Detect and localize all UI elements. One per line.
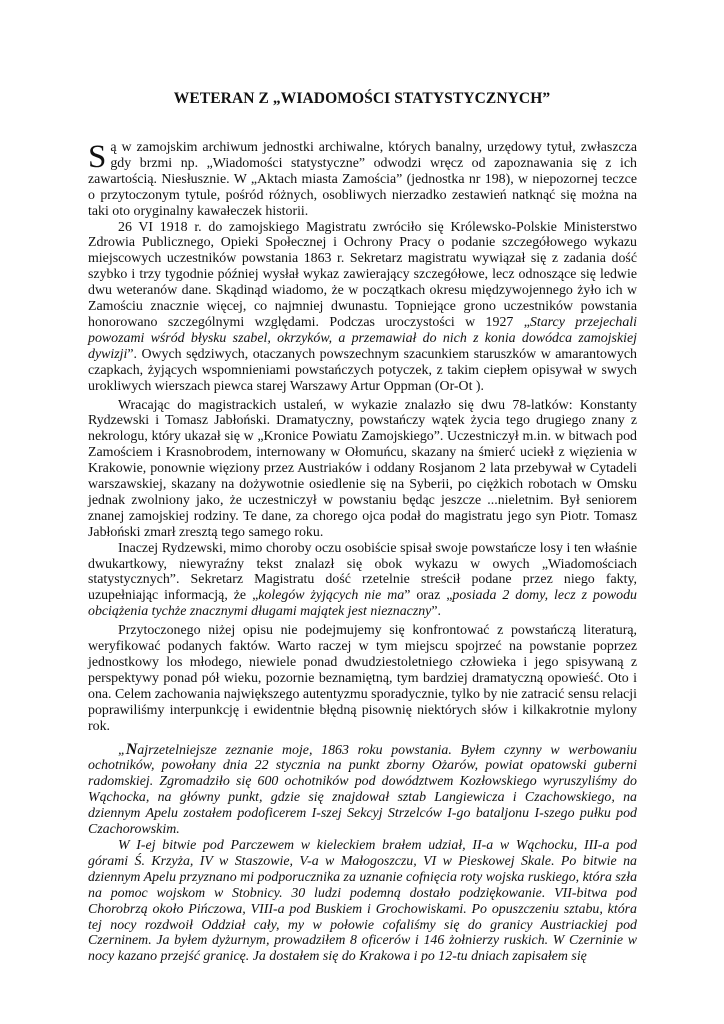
paragraph-4-quote-2: posiada 2 domy, lecz z powodu obciążenia tychże znacznymi długami majątek jest nieznaczny bbox=[88, 588, 637, 620]
testimony-paragraph-1-text: ajrzetelniejsze zeznanie moje, 1863 roku powstania. Byłem czynny w werbowaniu ochotników, powołany dnia 22 stycznia na punkt zborny Ożarów, powiat opatowski guberni radomskiej. Zgromadziło się 600 ochotników pod dowództwem Kozłowskiego wyruszyliśmy do Wąchocka, na główny punkt, gdzie się znajdował sztab Langiewicza i Czachowskiego, na dziennym Apelu zostałem podoficerem I-szej Sekcyj Strzelców I-go bataljonu I-szego pułku pod Czachorowskim. bbox=[88, 742, 637, 838]
paragraph-3: Wracając do magistrackich ustaleń, w wykazie znalazło się dwu 78-latków: Konstanty Rydzewski i Tomasz Jabłoński. Dramatyczny, powstańczy wątek życia tego drugiego znany z nekrologu, który ukazał się w „Kronice Powiatu Zamojskiego”. Uczestniczył m.in. w bitwach pod Zamościem i Krasnobrodem, internowany w Ołomuńcu, skazany na śmierć uciekł z więzienia w Krakowie, ponownie więziony przez Austriaków i oddany Rosjanom 2 lata przebywał w Cytadeli warszawskiej, skazany na dożywotnie osiedlenie się na Syberii, po ciężkich robotach w Omsku jednak zwolniony jako, że uczestniczył w powstaniu będąc jeszcze ...nieletnim. Był seniorem znanej zamojskiej rodziny. Te dane, za chorego ojca podał do magistratu jego syn Piotr. Tomasz Jabłoński zmarł zresztą tego samego roku. bbox=[88, 397, 637, 540]
article-body bbox=[88, 140, 637, 965]
testimony-initial: N bbox=[125, 740, 138, 758]
paragraph-2-quote: Starcy przejechali powozami wśród błysku szabel, okrzyków, a przemawiał do nich z konia dowódca zamojskiej dywizji bbox=[88, 314, 637, 362]
paragraph-4-text-a: Inaczej Rydzewski, mimo choroby oczu osobiście spisał swoje powstańcze losy i ten właśnie dwukartkowy, niewyraźny tekst znalazł się obok wykazu w owych „Wiadomościach statystycznych”. Sekretarz Magistratu dość rzetelnie streścił podane przez niego fakty, uzupełniając informacją, że „ bbox=[88, 540, 637, 604]
paragraph-2-text-a: 26 VI 1918 r. do zamojskiego Magistratu zwróciło się Królewsko-Polskie Ministerstwo Zdrowia Publicznego, Opieki Społecznej i Ochrony Pracy o podanie szczegółowego wykazu miejscowych uczestników powstania 1863 r. Sekretarz magistratu wywiązał się z zadania dość szybko i trzy tygodnie później wysłał wykaz zawierający szczegółowe, lecz odnoszące się ledwie dwu weteranów dane. Skądinąd wiadomo, że w początkach okresu międzywojennego żyło ich w Zamościu znacznie więcej, co najmniej dwunastu. Topniejące grono uczestników powstania honorowano szczególnymi względami. Podczas uroczystości w 1927 „ bbox=[88, 219, 637, 330]
page-title: WETERAN Z „WIADOMOŚCI STATYSTYCZNYCH” bbox=[173, 90, 551, 107]
paragraph-5: Przytoczonego niżej opisu nie podejmujemy się konfrontować z powstańczą literaturą, weryfikować podanych faktów. Warto raczej w tym miejscu spojrzeć na powstanie poprzez jednostkowy los młodego, niewiele ponad dwudziestoletniego człowieka i jego spisywaną z perspektywy ponad pół wieku, pozornie beznamiętną, tym bardziej dramatyczną opowieść. Oto i ona. Celem zachowania największego autentyzmu sporadycznie, tylko by nie zatracić sensu relacji poprawiliśmy interpunkcję i ewidentnie błędną pisownię niektórych słów i kilkakrotnie mylony rok. bbox=[88, 623, 637, 734]
paragraph-4 bbox=[88, 541, 637, 621]
paragraph-2 bbox=[88, 220, 637, 395]
drop-cap: S bbox=[88, 139, 107, 175]
testimony-open-quote: „ bbox=[118, 742, 126, 758]
paragraph-4-text-c: ”. bbox=[431, 604, 441, 620]
paragraph-2-text-b: ”. Owych sędziwych, otaczanych powszechnym szacunkiem staruszków w amarantowych czapkach, żyjących wspomnieniami powstańczych potyczek, z takim ciepłem opisywał w swych urokliwych wierszach piewca starej Warszawy Artur Oppman (Or-Ot ). bbox=[88, 346, 637, 394]
testimony-paragraph-1 bbox=[88, 742, 637, 838]
paragraph-1-text: ą w zamojskim archiwum jednostki archiwalne, których banalny, urzędowy tytuł, zwłaszcza gdy brzmi np. „Wiadomości statystyczne” odwodzi wręcz od zapoznawania się z ich zawartością. Niesłusznie. W „Aktach miasta Zamościa” (jednostka nr 198), w niepozornej teczce o przytoczonym tytule, pośród różnych, osobliwych nierzadko zestawień natknąć się można na taki oto oryginalny kawałeczek historii. bbox=[88, 140, 637, 219]
paragraph-1 bbox=[88, 140, 637, 220]
testimony-paragraph-2: W I-ej bitwie pod Parczewem w kieleckiem brałem udział, II-a w Wąchocku, III-a pod górami Ś. Krzyża, IV w Staszowie, V-a w Małogoszczu, VI w Pieskowej Skale. Po bitwie na dziennym Apelu przyznano mi podporucznika za uznanie cofnięcia roty wojska ruskiego, która szła na pomoc wojskom w Stobnicy. 30 ludzi podemną dostało podziękowanie. VII-bitwa pod Chorobrzą około Pińczowa, VIII-a pod Buskiem i Grochowiskami. Po opuszczeniu sztabu, która tej nocy rozdwoił Oddział cały, my w połowie cofaliśmy się do granicy Austriackiej pod Czerninem. Ja byłem dyżurnym, prowadziłem 8 oficerów i 146 żołnierzy ruskich. W Czerninie w nocy kazano przejść granicę. Ja dostałem się do Krakowa i po 12-tu dniach zapisałem się bbox=[88, 837, 638, 965]
paragraph-4-quote-1: kolegów żyjących nie ma bbox=[258, 588, 405, 604]
paragraph-4-text-b: ” oraz „ bbox=[404, 588, 453, 604]
